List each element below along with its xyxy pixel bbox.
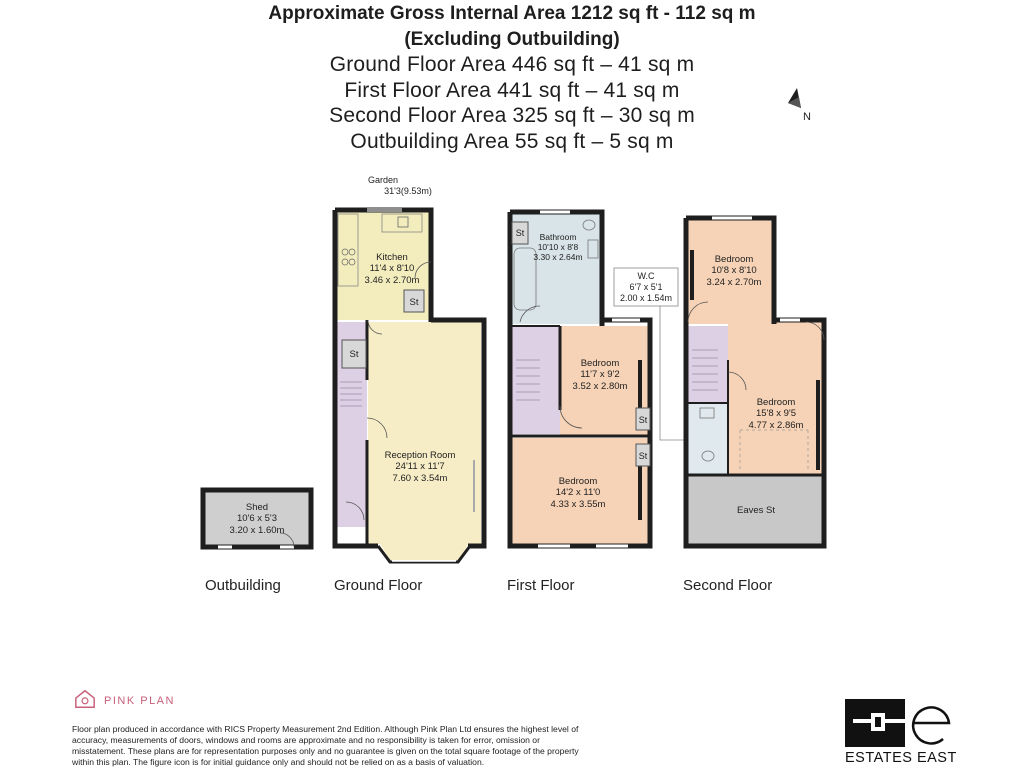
reception-metric: 7.60 x 3.54m [392, 473, 448, 484]
first-floor-label: First Floor [507, 577, 575, 594]
ground-floor-label: Ground Floor [334, 577, 423, 594]
kitchen-name: Kitchen [376, 252, 408, 263]
first-floor-area: First Floor Area 441 sq ft – 41 sq m [344, 79, 680, 102]
eaves-label: Eaves St [736, 505, 776, 516]
bedroom-second-front-name: Bedroom [756, 397, 796, 408]
kitchen-metric: 3.46 x 2.70m [364, 275, 420, 286]
wc-imperial: 6'7 x 5'1 [629, 282, 663, 292]
bedroom-second-front-metric: 4.77 x 2.86m [748, 420, 804, 431]
kitchen-storage: St [409, 297, 419, 308]
disclaimer-text: Floor plan produced in accordance with RICS Property Measurement 2nd Edition. Although Pink Plan Ltd ensures the highest level of accuracy, measurements of doors, windows and rooms are approximate and no responsibility is taken for error, omission or misstatement. These plans are for representation purposes only and no guarantee is given on the total square footage of the property within this plan. The figure icon is for initial guidance only and should not be relied on as a basis of valuation. [72, 724, 579, 767]
kitchen-imperial: 11'4 x 8'10 [369, 263, 415, 274]
garden-label: Garden [367, 175, 399, 185]
svg-text:N: N [803, 111, 811, 123]
bedroom-second-back-name: Bedroom [714, 254, 754, 265]
estates-east-name: ESTATES EAST [845, 750, 957, 766]
garden-dims: 31'3(9.53m) [384, 186, 432, 196]
bedroom-first-front-name: Bedroom [558, 476, 598, 487]
first-storage-a: St [638, 415, 648, 425]
bathroom-imperial: 10'10 x 8'8 [537, 242, 579, 252]
outbuilding-label: Outbuilding [205, 577, 281, 594]
shed-metric: 3.20 x 1.60m [229, 525, 285, 536]
wc-metric: 2.00 x 1.54m [619, 293, 673, 303]
second-landing [688, 326, 728, 402]
bedroom-second-back-imperial: 10'8 x 8'10 [711, 265, 757, 276]
gross-area-title: Approximate Gross Internal Area 1212 sq ft - 112 sq m [268, 3, 756, 24]
first-landing [512, 326, 560, 434]
ground-storage: St [349, 349, 359, 360]
bedroom-first-back-name: Bedroom [580, 358, 620, 369]
bedroom-first-front-imperial: 14'2 x 11'0 [555, 487, 601, 498]
shed-imperial: 10'6 x 5'3 [236, 513, 278, 524]
bedroom-first-front-metric: 4.33 x 3.55m [550, 499, 606, 510]
ground-floor-area: Ground Floor Area 446 sq ft – 41 sq m [329, 53, 695, 76]
reception-name: Reception Room [384, 450, 456, 461]
bathroom-metric: 3.30 x 2.64m [533, 252, 583, 262]
outbuilding-area: Outbuilding Area 55 sq ft – 5 sq m [350, 130, 674, 153]
second-floor-label: Second Floor [683, 577, 773, 594]
bedroom-second-back-metric: 3.24 x 2.70m [706, 277, 762, 288]
pink-plan-logo-icon [72, 688, 98, 710]
bedroom-first-back-imperial: 11'7 x 9'2 [580, 369, 620, 380]
bathroom-name: Bathroom [539, 232, 577, 242]
wc-room [688, 404, 728, 474]
bedroom-first-back-metric: 3.52 x 2.80m [572, 381, 628, 392]
bathroom-storage: St [515, 228, 525, 238]
wc-name: W.C [637, 271, 655, 281]
reception-imperial: 24'11 x 11'7 [395, 461, 445, 472]
pink-plan-name: PINK PLAN [104, 695, 175, 707]
north-arrow-icon [788, 88, 811, 123]
bedroom-second-front-imperial: 15'8 x 9'5 [755, 408, 797, 419]
first-storage-b: St [638, 451, 648, 461]
shed-name: Shed [245, 502, 269, 513]
excluding-note: (Excluding Outbuilding) [404, 29, 620, 50]
second-floor-area: Second Floor Area 325 sq ft – 30 sq m [329, 104, 695, 127]
reception-room [368, 322, 481, 544]
